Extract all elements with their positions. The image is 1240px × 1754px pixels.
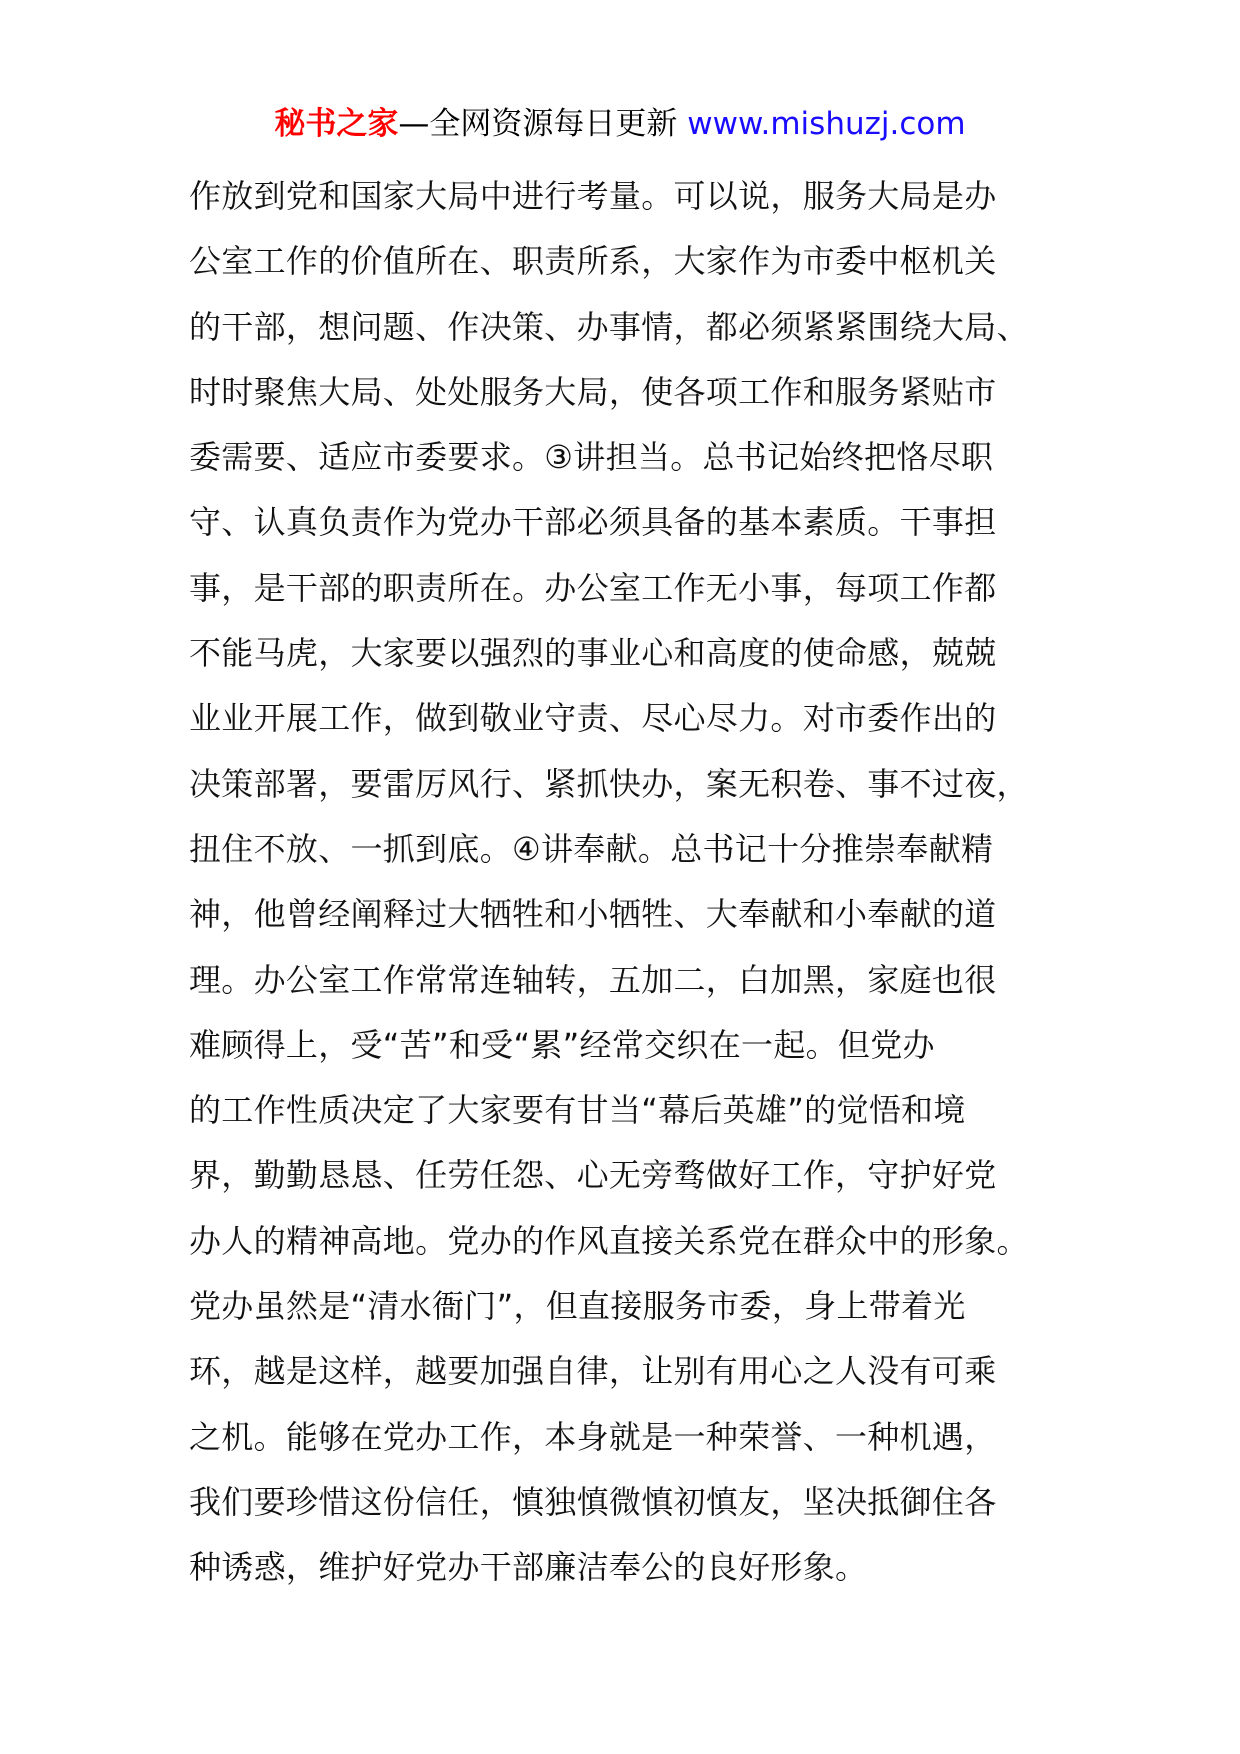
website-url: www.mishuzj.com [687, 106, 966, 142]
text-line: 作放到党和国家大局中进行考量。可以说，服务大局是办 [189, 177, 997, 215]
brand-name: 秘书之家 [274, 106, 399, 142]
text-line: 环，越是这样，越要加强自律，让别有用心之人没有可乘 [189, 1352, 997, 1391]
text-line: 事，是干部的职责所在。办公室工作无小事，每项工作都 [189, 568, 997, 607]
text-line: 神，他曾经阐释过大牺牲和小牺牲、大奉献和小奉献的道 [189, 895, 997, 934]
text-line: 不能马虎，大家要以强烈的事业心和高度的使命感，兢兢 [189, 634, 997, 673]
text-line: 公室工作的价值所在、职责所系，大家作为市委中枢机关 [189, 242, 997, 281]
text-line: 的干部，想问题、作决策、办事情，都必须紧紧围绕大局、 [189, 307, 1029, 346]
text-line: 难顾得上，受“苦”和受“累”经常交织在一起。但党办 [189, 1025, 935, 1064]
text-line: 我们要珍惜这份信任，慎独慎微慎初慎友，坚决抵御住各 [189, 1482, 997, 1521]
text-line: 的工作性质决定了大家要有甘当“幕后英雄”的觉悟和境 [189, 1091, 966, 1130]
text-line: 办人的精神高地。党办的作风直接关系党在群众中的形象。 [189, 1221, 1029, 1260]
text-line: 守、认真负责作为党办干部必须具备的基本素质。干事担 [189, 503, 997, 542]
text-line: 业业开展工作，做到敬业守责、尽心尽力。对市委作出的 [189, 699, 997, 738]
document-body [189, 164, 1069, 1601]
document-header [0, 104, 1240, 144]
text-line: 扭住不放、一抓到底。④讲奉献。总书记十分推崇奉献精 [189, 829, 994, 868]
text-line: 界，勤勤恳恳、任劳任怨、心无旁骛做好工作，守护好党 [189, 1156, 997, 1195]
text-line: 之机。能够在党办工作，本身就是一种荣誉、一种机遇， [189, 1417, 997, 1456]
text-line: 时时聚焦大局、处处服务大局，使各项工作和服务紧贴市 [189, 372, 997, 411]
text-line: 种诱惑，维护好党办干部廉洁奉公的良好形象。 [189, 1548, 868, 1587]
text-line: 理。办公室工作常常连轴转，五加二，白加黑，家庭也很 [189, 960, 997, 999]
text-line: 党办虽然是“清水衙门”，但直接服务市委，身上带着光 [189, 1287, 966, 1326]
text-line: 决策部署，要雷厉风行、紧抓快办，案无积卷、事不过夜， [189, 764, 1029, 803]
text-line: 委需要、适应市委要求。③讲担当。总书记始终把恪尽职 [189, 438, 994, 477]
header-slogan: —全网资源每日更新 [398, 106, 688, 142]
